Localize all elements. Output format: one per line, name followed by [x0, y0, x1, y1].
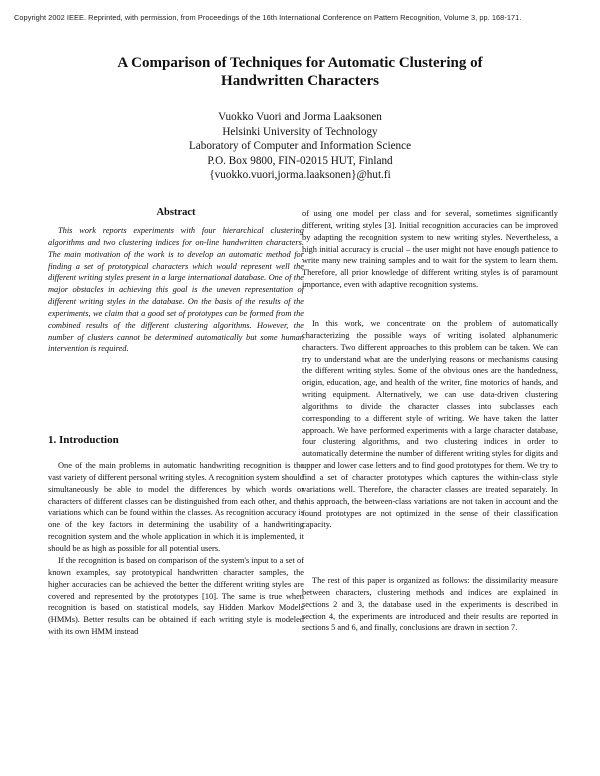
abstract-heading: Abstract: [156, 207, 196, 218]
intro-paragraph-3: of using one model per class and for several, sometimes significantly different, writing styles [3]. Initial recognition accuracies can be improved by adapting the recognition system to new writing styles. Nevertheless, a high initial accuracy is crucial – the user might not have enough patience to write many new training samples and to wait for the system to learn them. Therefore, all prior knowledge of different writing styles is of paramount importance, even with adaptive recognition systems.: [302, 209, 558, 290]
intro-paragraph-4: In this work, we concentrate on the problem of automatically characterizing the possible ways of writing isolated alphanumeric characters. Two different approaches to this problem can be taken. We can try to understand what are the underlying reasons or mechanisms causing the different writing styles. Some of the obvious ones are the handedness, origin, education, age, and health of the writer, fine motorics of hands, and writing equipment. Alternatively, we can use data-driven clustering algorithms to divide the character classes into subclasses each corresponding to a different style of writing. We have taken the latter approach. We have performed experiments with a large character database, four clustering algorithms, and two clustering indices in order to automatically determine the number of different writing styles for digits and upper and lower case letters and to find good prototypes for them. We try to find a set of character prototypes which captures the within-class style variations well. Therefore, the character classes are treated separately. In this approach, the between-class variations are not taken in account and the found prototypes are not optimized in the sense of their classification capacity.: [302, 319, 558, 530]
postal-address: P.O. Box 9800, FIN-02015 HUT, Finland: [207, 154, 393, 167]
intro-paragraph-2: If the recognition is based on comparison of the system's input to a set of known examples, say prototypical handwritten character samples, the higher accuracies can be achieved the better the different writing styles are covered and represented by the prototypes [10]. The same is true when recognition is based on statistical models, say Hidden Markov Models (HMMs). Better results can be obtained if each writing style is modeled with its own HMM instead: [48, 556, 304, 637]
author-names: Vuokko Vuori and Jorma Laaksonen: [218, 111, 382, 123]
email-address: {vuokko.vuori,jorma.laaksonen}@hut.fi: [209, 169, 391, 182]
intro-paragraph-1: One of the main problems in automatic handwriting recognition is the vast variety of different personal writing styles. A recognition system should simultaneously be able to model the differences by which words or characters of different classes can be distinguished from each other, and the variations which can be found within the classes. As recognition accuracy is one of the key factors in determining the usability of a handwriting recognition system and the whole application in which it is implemented, it should be as high as possible for all potential users.: [48, 461, 304, 553]
affiliation-laboratory: Laboratory of Computer and Information Science: [188, 140, 412, 153]
title-line-1: A Comparison of Techniques for Automatic Clustering of: [117, 55, 483, 71]
author-block: [100, 110, 500, 183]
copyright-notice: Copyright 2002 IEEE. Reprinted, with permission, from Proceedings of the 16th International Conference on Pattern Recognition, Volume 3, pp. 168-171.: [14, 13, 522, 22]
introduction-heading: 1. Introduction: [48, 434, 119, 446]
title-line-2: Handwritten Characters: [221, 73, 379, 89]
paper-title: [60, 54, 540, 90]
intro-paragraph-5: The rest of this paper is organized as follows: the dissimilarity measure between characters, clustering methods and indices are explained in sections 2 and 3, the database used in the experiments is described in section 4, the experiments are introduced and their results are reported in sections 5 and 6, and finally, conclusions are drawn in section 7.: [302, 576, 558, 633]
abstract-text: This work reports experiments with four hierarchical clustering algorithms and two clustering indices for on-line handwritten characters. The main motivation of the work is to develop an automatic method for finding a set of prototypical characters which would represent well the different writing styles present in a large international database. One of the major obstacles in achieving this goal is the uneven representation of different writing styles in the database. On the basis of the results of the experiments, we claim that a good set of prototypes can be formed from the combined results of the different clustering algorithms. However, the number of clusters cannot be determined automatically but some human intervention is required.: [48, 226, 304, 354]
affiliation-university: Helsinki University of Technology: [222, 125, 378, 138]
